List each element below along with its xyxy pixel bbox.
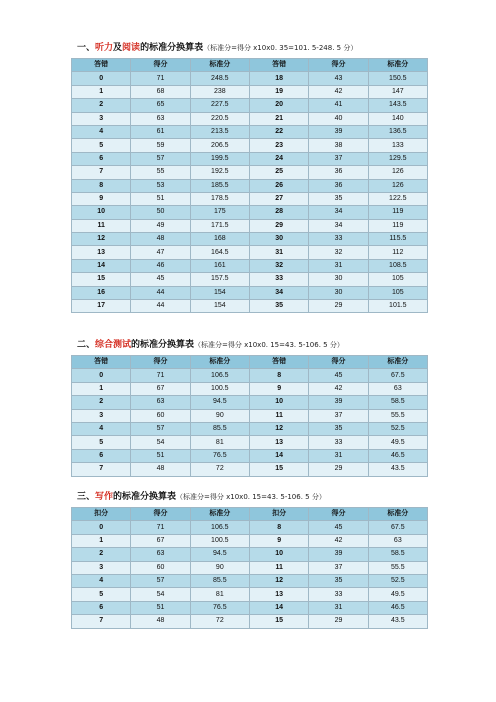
table-cell: 42 <box>309 85 368 98</box>
table-cell: 105 <box>368 273 427 286</box>
table-cell: 101.5 <box>368 300 427 313</box>
table-cell: 3 <box>72 112 131 125</box>
table-cell: 63 <box>368 382 427 395</box>
table-cell: 76.5 <box>190 449 249 462</box>
table-cell: 43.5 <box>368 615 427 628</box>
table-cell: 5 <box>72 436 131 449</box>
section-number: 二、 <box>77 340 96 350</box>
table-cell: 108.5 <box>368 259 427 272</box>
table-row <box>72 463 428 476</box>
table-cell: 29 <box>249 219 308 232</box>
table-cell: 3 <box>72 561 131 574</box>
table-cell: 106.5 <box>190 521 249 534</box>
table-cell: 67.5 <box>368 521 427 534</box>
table-row <box>72 85 428 98</box>
table-cell: 13 <box>72 246 131 259</box>
table-cell: 112 <box>368 246 427 259</box>
table-cell: 26 <box>249 179 308 192</box>
table-cell: 6 <box>72 449 131 462</box>
column-header: 得分 <box>131 356 190 369</box>
table-row <box>72 588 428 601</box>
table-cell: 35 <box>249 300 308 313</box>
column-header: 得分 <box>309 59 368 72</box>
table-cell: 53 <box>131 179 190 192</box>
table-cell: 33 <box>309 588 368 601</box>
column-header: 得分 <box>131 59 190 72</box>
table-cell: 45 <box>131 273 190 286</box>
table-cell: 0 <box>72 521 131 534</box>
table-cell: 58.5 <box>368 548 427 561</box>
table-cell: 34 <box>309 206 368 219</box>
column-header: 扣分 <box>249 508 308 521</box>
table-row <box>72 561 428 574</box>
table-cell: 100.5 <box>190 382 249 395</box>
table-cell: 4 <box>72 125 131 138</box>
table-cell: 43 <box>309 72 368 85</box>
table-cell: 61 <box>131 125 190 138</box>
table-cell: 60 <box>131 561 190 574</box>
table-cell: 63 <box>368 534 427 547</box>
table-cell: 192.5 <box>190 166 249 179</box>
column-header: 答错 <box>72 356 131 369</box>
table-cell: 119 <box>368 206 427 219</box>
table-row <box>72 300 428 313</box>
table-cell: 4 <box>72 422 131 435</box>
table-row <box>72 72 428 85</box>
table-cell: 55.5 <box>368 409 427 422</box>
formula-note: （标准分=得分 x10x0. 15=43. 5-106. 5 分） <box>194 341 344 349</box>
table-cell: 175 <box>190 206 249 219</box>
table-row <box>72 246 428 259</box>
table-cell: 41 <box>309 99 368 112</box>
table-cell: 30 <box>249 233 308 246</box>
table-cell: 199.5 <box>190 152 249 165</box>
table-cell: 57 <box>131 422 190 435</box>
table-cell: 72 <box>190 615 249 628</box>
table-cell: 44 <box>131 286 190 299</box>
table-cell: 46.5 <box>368 449 427 462</box>
table-cell: 35 <box>309 574 368 587</box>
table-cell: 48 <box>131 615 190 628</box>
table-cell: 15 <box>72 273 131 286</box>
table-cell: 7 <box>72 166 131 179</box>
table-cell: 11 <box>249 561 308 574</box>
table-cell: 63 <box>131 548 190 561</box>
table-cell: 30 <box>309 286 368 299</box>
table-row <box>72 409 428 422</box>
table-cell: 57 <box>131 152 190 165</box>
table-cell: 16 <box>72 286 131 299</box>
table-cell: 63 <box>131 396 190 409</box>
table-cell: 126 <box>368 166 427 179</box>
table-cell: 67 <box>131 534 190 547</box>
table-cell: 38 <box>309 139 368 152</box>
table-cell: 36 <box>309 166 368 179</box>
table-cell: 29 <box>309 615 368 628</box>
section-heading <box>77 339 428 351</box>
table-row <box>72 534 428 547</box>
table-cell: 2 <box>72 99 131 112</box>
table-cell: 50 <box>131 206 190 219</box>
table-cell: 17 <box>72 300 131 313</box>
table-cell: 154 <box>190 300 249 313</box>
table-cell: 52.5 <box>368 574 427 587</box>
table-cell: 213.5 <box>190 125 249 138</box>
table-cell: 46.5 <box>368 601 427 614</box>
table-cell: 35 <box>309 422 368 435</box>
table-cell: 47 <box>131 246 190 259</box>
table-cell: 206.5 <box>190 139 249 152</box>
table-row <box>72 574 428 587</box>
table-row <box>72 192 428 205</box>
table-cell: 6 <box>72 152 131 165</box>
table-cell: 154 <box>190 286 249 299</box>
table-cell: 42 <box>309 534 368 547</box>
table-row <box>72 521 428 534</box>
table-row <box>72 369 428 382</box>
table-row <box>72 273 428 286</box>
table-cell: 8 <box>72 179 131 192</box>
table-cell: 126 <box>368 179 427 192</box>
table-cell: 12 <box>249 422 308 435</box>
table-cell: 5 <box>72 588 131 601</box>
table-row <box>72 179 428 192</box>
column-header: 标准分 <box>190 356 249 369</box>
table-cell: 71 <box>131 521 190 534</box>
table-cell: 85.5 <box>190 422 249 435</box>
table-cell: 3 <box>72 409 131 422</box>
table-cell: 10 <box>72 206 131 219</box>
column-header: 答错 <box>249 356 308 369</box>
table-header-row <box>72 59 428 72</box>
score-conversion-table <box>71 507 428 629</box>
table-cell: 10 <box>249 396 308 409</box>
table-cell: 1 <box>72 85 131 98</box>
table-cell: 45 <box>309 369 368 382</box>
table-cell: 227.5 <box>190 99 249 112</box>
table-cell: 1 <box>72 382 131 395</box>
table-cell: 238 <box>190 85 249 98</box>
table-cell: 25 <box>249 166 308 179</box>
table-cell: 119 <box>368 219 427 232</box>
table-header-row <box>72 356 428 369</box>
table-cell: 13 <box>249 588 308 601</box>
table-cell: 248.5 <box>190 72 249 85</box>
column-header: 得分 <box>309 508 368 521</box>
table-cell: 36 <box>309 179 368 192</box>
table-cell: 2 <box>72 396 131 409</box>
table-cell: 40 <box>309 112 368 125</box>
table-cell: 106.5 <box>190 369 249 382</box>
table-cell: 43.5 <box>368 463 427 476</box>
table-cell: 51 <box>131 192 190 205</box>
title-text: 及 <box>113 43 123 53</box>
section-listening-reading <box>71 42 428 313</box>
formula-note: （标准分=得分 x10x0. 35=101. 5-248. 5 分） <box>203 44 358 52</box>
table-cell: 100.5 <box>190 534 249 547</box>
column-header: 得分 <box>309 356 368 369</box>
table-cell: 4 <box>72 574 131 587</box>
table-cell: 28 <box>249 206 308 219</box>
table-cell: 29 <box>309 300 368 313</box>
table-cell: 147 <box>368 85 427 98</box>
table-cell: 31 <box>309 601 368 614</box>
table-cell: 0 <box>72 72 131 85</box>
table-cell: 32 <box>249 259 308 272</box>
highlighted-title-text: 综合测试 <box>95 340 132 350</box>
table-cell: 67 <box>131 382 190 395</box>
section-heading <box>77 491 428 503</box>
column-header: 标准分 <box>190 508 249 521</box>
table-cell: 220.5 <box>190 112 249 125</box>
table-row <box>72 615 428 628</box>
formula-note: （标准分=得分 x10x0. 15=43. 5-106. 5 分） <box>176 493 326 501</box>
table-cell: 21 <box>249 112 308 125</box>
table-cell: 30 <box>309 273 368 286</box>
table-cell: 55 <box>131 166 190 179</box>
table-cell: 57 <box>131 574 190 587</box>
table-cell: 33 <box>309 233 368 246</box>
table-cell: 9 <box>249 382 308 395</box>
table-cell: 32 <box>309 246 368 259</box>
table-cell: 63 <box>131 112 190 125</box>
table-cell: 94.5 <box>190 396 249 409</box>
table-cell: 23 <box>249 139 308 152</box>
table-row <box>72 99 428 112</box>
table-cell: 14 <box>72 259 131 272</box>
highlighted-title-text: 听力 <box>95 43 114 53</box>
table-cell: 34 <box>309 219 368 232</box>
table-cell: 143.5 <box>368 99 427 112</box>
table-cell: 9 <box>72 192 131 205</box>
table-cell: 37 <box>309 561 368 574</box>
table-cell: 115.5 <box>368 233 427 246</box>
table-cell: 140 <box>368 112 427 125</box>
table-cell: 1 <box>72 534 131 547</box>
table-cell: 161 <box>190 259 249 272</box>
section-writing <box>71 491 428 629</box>
table-cell: 46 <box>131 259 190 272</box>
table-cell: 39 <box>309 396 368 409</box>
table-cell: 19 <box>249 85 308 98</box>
table-cell: 11 <box>249 409 308 422</box>
table-header-row <box>72 508 428 521</box>
table-row <box>72 125 428 138</box>
table-cell: 8 <box>249 521 308 534</box>
column-header: 标准分 <box>368 59 427 72</box>
table-row <box>72 112 428 125</box>
table-cell: 85.5 <box>190 574 249 587</box>
table-cell: 15 <box>249 615 308 628</box>
score-conversion-table <box>71 58 428 313</box>
table-cell: 81 <box>190 436 249 449</box>
title-text: 的标准分换算表 <box>131 340 195 350</box>
table-row <box>72 548 428 561</box>
table-cell: 39 <box>309 125 368 138</box>
table-cell: 31 <box>249 246 308 259</box>
table-cell: 31 <box>309 449 368 462</box>
table-cell: 9 <box>249 534 308 547</box>
table-cell: 150.5 <box>368 72 427 85</box>
table-cell: 60 <box>131 409 190 422</box>
table-cell: 27 <box>249 192 308 205</box>
table-cell: 71 <box>131 369 190 382</box>
score-conversion-table <box>71 355 428 477</box>
table-row <box>72 233 428 246</box>
table-cell: 72 <box>190 463 249 476</box>
table-row <box>72 286 428 299</box>
column-header: 标准分 <box>190 59 249 72</box>
table-row <box>72 422 428 435</box>
table-cell: 58.5 <box>368 396 427 409</box>
table-cell: 2 <box>72 548 131 561</box>
table-row <box>72 152 428 165</box>
table-cell: 157.5 <box>190 273 249 286</box>
table-row <box>72 396 428 409</box>
table-cell: 5 <box>72 139 131 152</box>
table-cell: 29 <box>309 463 368 476</box>
table-cell: 59 <box>131 139 190 152</box>
table-cell: 22 <box>249 125 308 138</box>
table-row <box>72 139 428 152</box>
table-cell: 11 <box>72 219 131 232</box>
table-row <box>72 219 428 232</box>
table-cell: 185.5 <box>190 179 249 192</box>
table-cell: 15 <box>249 463 308 476</box>
table-cell: 71 <box>131 72 190 85</box>
title-text: 的标准分换算表 <box>140 43 204 53</box>
section-number: 三、 <box>77 492 96 502</box>
table-cell: 34 <box>249 286 308 299</box>
table-cell: 35 <box>309 192 368 205</box>
table-cell: 33 <box>309 436 368 449</box>
table-cell: 171.5 <box>190 219 249 232</box>
column-header: 得分 <box>131 508 190 521</box>
table-cell: 164.5 <box>190 246 249 259</box>
table-cell: 13 <box>249 436 308 449</box>
table-cell: 44 <box>131 300 190 313</box>
table-cell: 39 <box>309 548 368 561</box>
table-cell: 48 <box>131 233 190 246</box>
table-cell: 7 <box>72 615 131 628</box>
title-text: 的标准分换算表 <box>113 492 177 502</box>
table-row <box>72 436 428 449</box>
table-cell: 31 <box>309 259 368 272</box>
table-cell: 65 <box>131 99 190 112</box>
table-cell: 51 <box>131 601 190 614</box>
section-heading <box>77 42 428 54</box>
column-header: 标准分 <box>368 356 427 369</box>
table-cell: 0 <box>72 369 131 382</box>
table-cell: 129.5 <box>368 152 427 165</box>
table-cell: 168 <box>190 233 249 246</box>
table-cell: 20 <box>249 99 308 112</box>
table-row <box>72 206 428 219</box>
table-cell: 48 <box>131 463 190 476</box>
table-cell: 55.5 <box>368 561 427 574</box>
table-cell: 8 <box>249 369 308 382</box>
highlighted-title-text: 写作 <box>95 492 114 502</box>
column-header: 标准分 <box>368 508 427 521</box>
table-cell: 122.5 <box>368 192 427 205</box>
column-header: 答错 <box>72 59 131 72</box>
column-header: 答错 <box>249 59 308 72</box>
table-cell: 12 <box>72 233 131 246</box>
table-cell: 49 <box>131 219 190 232</box>
table-cell: 42 <box>309 382 368 395</box>
table-cell: 12 <box>249 574 308 587</box>
table-cell: 14 <box>249 449 308 462</box>
table-cell: 51 <box>131 449 190 462</box>
section-number: 一、 <box>77 43 96 53</box>
table-cell: 7 <box>72 463 131 476</box>
highlighted-title-text: 阅读 <box>122 43 141 53</box>
table-cell: 10 <box>249 548 308 561</box>
table-row <box>72 449 428 462</box>
table-cell: 52.5 <box>368 422 427 435</box>
table-row <box>72 382 428 395</box>
column-header: 扣分 <box>72 508 131 521</box>
table-cell: 33 <box>249 273 308 286</box>
table-cell: 45 <box>309 521 368 534</box>
table-cell: 90 <box>190 561 249 574</box>
table-cell: 54 <box>131 436 190 449</box>
table-cell: 81 <box>190 588 249 601</box>
table-cell: 90 <box>190 409 249 422</box>
table-cell: 68 <box>131 85 190 98</box>
table-cell: 133 <box>368 139 427 152</box>
table-cell: 24 <box>249 152 308 165</box>
table-cell: 18 <box>249 72 308 85</box>
table-cell: 67.5 <box>368 369 427 382</box>
table-cell: 14 <box>249 601 308 614</box>
table-cell: 136.5 <box>368 125 427 138</box>
table-row <box>72 601 428 614</box>
table-cell: 76.5 <box>190 601 249 614</box>
table-cell: 105 <box>368 286 427 299</box>
table-cell: 54 <box>131 588 190 601</box>
table-cell: 178.5 <box>190 192 249 205</box>
table-row <box>72 166 428 179</box>
table-cell: 94.5 <box>190 548 249 561</box>
section-comprehensive-test <box>71 339 428 477</box>
table-row <box>72 259 428 272</box>
table-cell: 37 <box>309 409 368 422</box>
table-cell: 49.5 <box>368 588 427 601</box>
table-cell: 37 <box>309 152 368 165</box>
table-cell: 6 <box>72 601 131 614</box>
table-cell: 49.5 <box>368 436 427 449</box>
